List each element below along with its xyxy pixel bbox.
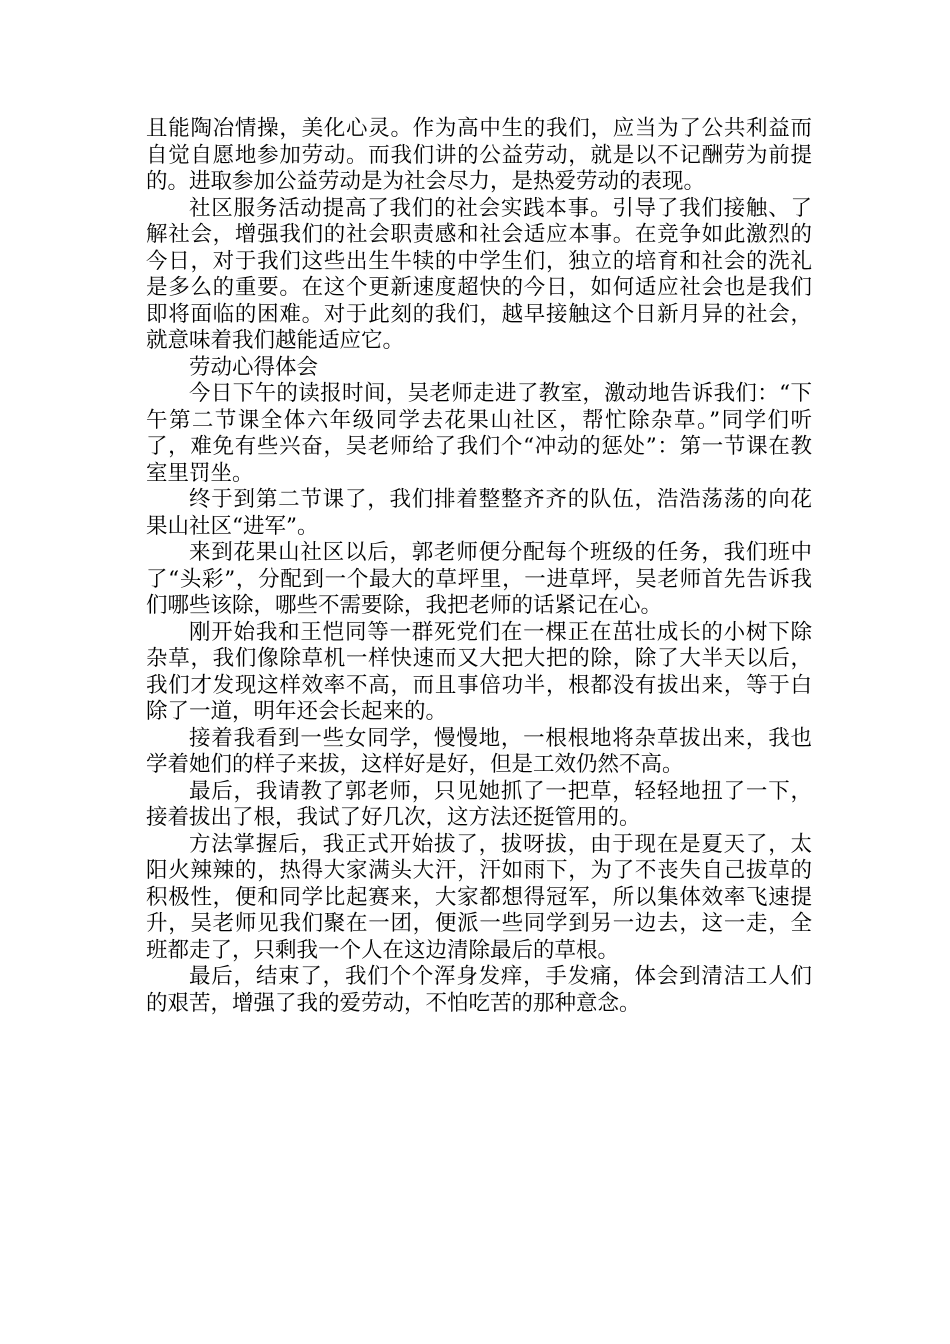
paragraph: 社区服务活动提高了我们的社会实践本事。引导了我们接触、了解社会，增强我们的社会职责感和社会适应本事。在竞争如此激烈的今日，对于我们这些出生牛犊的中学生们，独立的培育和社会的洗礼是多么的重要。在这个更新速度超快的今日，如何适应社会也是我们即将面临的困难。对于此刻的我们，越早接触这个日新月异的社会，就意味着我们越能适应它。: [146, 195, 812, 353]
paragraph: 今日下午的读报时间，吴老师走进了教室，激动地告诉我们：“下午第二节课全体六年级同学去花果山社区，帮忙除杂草。”同学们听了，难免有些兴奋，吴老师给了我们个“冲动的惩处”：第一节课在教室里罚坐。: [146, 381, 812, 486]
paragraph: 最后，结束了，我们个个浑身发痒，手发痛，体会到清洁工人们的艰苦，增强了我的爱劳动，不怕吃苦的那种意念。: [146, 964, 812, 1016]
paragraph: 方法掌握后，我正式开始拔了，拔呀拔，由于现在是夏天了，太阳火辣辣的，热得大家满头大汗，汗如雨下，为了不丧失自己拔草的积极性，便和同学比起赛来，大家都想得冠军，所以集体效率飞速提升，吴老师见我们聚在一团，便派一些同学到另一边去，这一走，全班都走了，只剩我一个人在这边清除最后的草根。: [146, 831, 812, 963]
section-heading: 劳动心得体会: [189, 354, 319, 380]
paragraph: 最后，我请教了郭老师，只见她抓了一把草，轻轻地扭了一下，接着拔出了根，我试了好几次，这方法还挺管用的。: [146, 778, 812, 830]
paragraph: 来到花果山社区以后，郭老师便分配每个班级的任务，我们班中了“头彩”，分配到一个最大的草坪里，一进草坪，吴老师首先告诉我们哪些该除，哪些不需要除，我把老师的话紧记在心。: [146, 540, 812, 618]
paragraph: 且能陶冶情操，美化心灵。作为高中生的我们，应当为了公共利益而自觉自愿地参加劳动。而我们讲的公益劳动，就是以不记酬劳为前提的。进取参加公益劳动是为社会尽力，是热爱劳动的表现。: [146, 116, 812, 194]
paragraph: 刚开始我和王恺同等一群死党们在一棵正在茁壮成长的小树下除杂草，我们像除草机一样快速而又大把大把的除，除了大半天以后，我们才发现这样效率不高，而且事倍功半，根都没有拔出来，等于白除了一道，明年还会长起来的。: [146, 619, 812, 724]
paragraph: 接着我看到一些女同学，慢慢地，一根根地将杂草拔出来，我也学着她们的样子来拔，这样好是好，但是工效仍然不高。: [146, 725, 812, 777]
paragraph: 终于到第二节课了，我们排着整整齐齐的队伍，浩浩荡荡的向花果山社区“进军”。: [146, 487, 812, 539]
document-body: [146, 116, 812, 1017]
